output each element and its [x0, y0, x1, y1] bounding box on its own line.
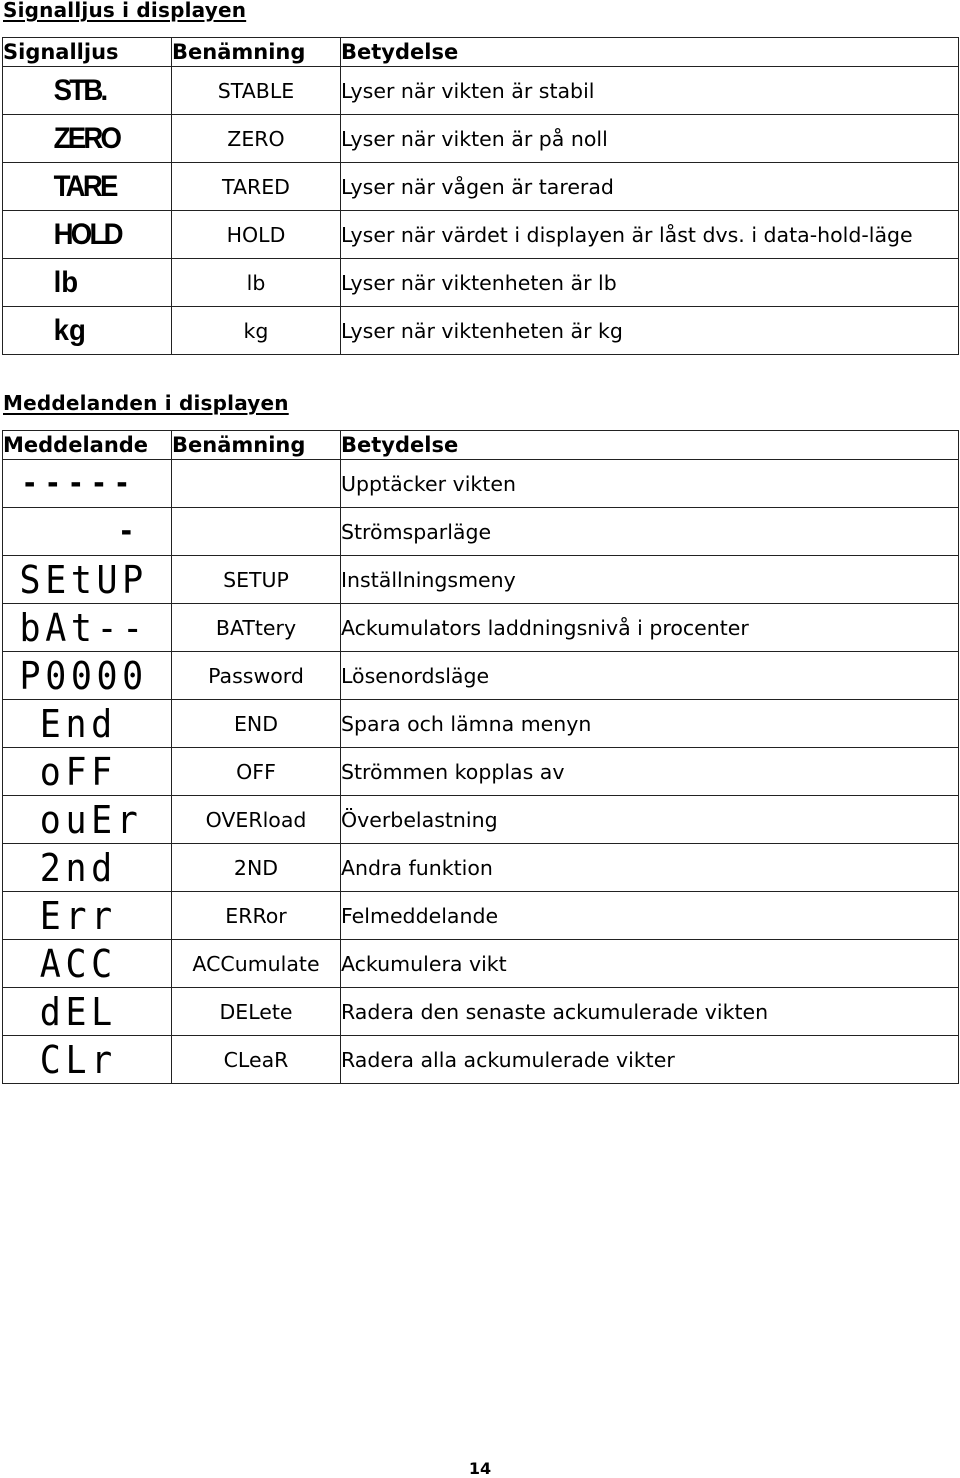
message-name [172, 508, 341, 556]
zero-signal-icon: ZERO [53, 121, 120, 155]
stable-signal-icon: STB. [53, 73, 106, 107]
table-header-row [3, 38, 959, 67]
display-cell [3, 556, 172, 604]
table-row [3, 460, 959, 508]
message-meaning: Radera alla ackumulerade vikter [341, 1036, 959, 1084]
display-messages-table [2, 430, 959, 1084]
battery-display-icon: bAt-- [19, 605, 148, 650]
table-row [3, 652, 959, 700]
table-row [3, 1036, 959, 1084]
message-meaning: Inställningsmeny [341, 556, 959, 604]
password-display-icon: P0000 [19, 653, 148, 698]
table-row [3, 163, 959, 211]
section-heading-signalljus: Signalljus i displayen [3, 0, 247, 22]
delete-display-icon: dEL [39, 989, 117, 1034]
signal-symbol-cell [3, 307, 172, 355]
error-display-icon: Err [39, 893, 117, 938]
display-cell [3, 748, 172, 796]
message-meaning: Lösenordsläge [341, 652, 959, 700]
signal-symbol-cell [3, 259, 172, 307]
table-header-row [3, 431, 959, 460]
table-row [3, 940, 959, 988]
column-header-benamning: Benämning [172, 431, 341, 460]
dashes-display-icon: ----- [21, 465, 137, 501]
display-cell [3, 844, 172, 892]
signal-lights-table [2, 37, 959, 355]
signal-name: kg [172, 307, 341, 355]
message-meaning: Strömmen kopplas av [341, 748, 959, 796]
single-dash-display-icon: - [118, 513, 140, 549]
message-name [172, 460, 341, 508]
overload-display-icon: ouEr [39, 797, 143, 842]
signal-name: HOLD [172, 211, 341, 259]
column-header-betydelse: Betydelse [341, 431, 959, 460]
display-cell [3, 892, 172, 940]
off-display-icon: oFF [39, 749, 117, 794]
display-cell [3, 508, 172, 556]
message-name: 2ND [172, 844, 341, 892]
table-row [3, 556, 959, 604]
message-meaning: Överbelastning [341, 796, 959, 844]
signal-meaning: Lyser när värdet i displayen är låst dvs. i data-hold-läge [341, 211, 959, 259]
signal-symbol-cell [3, 67, 172, 115]
display-cell [3, 796, 172, 844]
message-name: ACCumulate [172, 940, 341, 988]
setup-display-icon: SEtUP [19, 557, 148, 602]
table-row [3, 604, 959, 652]
message-name: Password [172, 652, 341, 700]
signal-name: TARED [172, 163, 341, 211]
table-row [3, 508, 959, 556]
column-header-benamning: Benämning [172, 38, 341, 67]
table-row [3, 67, 959, 115]
accumulate-display-icon: ACC [39, 941, 117, 986]
signal-meaning: Lyser när viktenheten är kg [341, 307, 959, 355]
table-row [3, 796, 959, 844]
signal-name: lb [172, 259, 341, 307]
signal-symbol-cell [3, 115, 172, 163]
second-function-display-icon: 2nd [39, 845, 117, 890]
column-header-betydelse: Betydelse [341, 38, 959, 67]
table-row [3, 748, 959, 796]
page-number: 14 [468, 1459, 492, 1478]
signal-name: STABLE [172, 67, 341, 115]
clear-display-icon: CLr [39, 1037, 117, 1082]
display-cell [3, 604, 172, 652]
message-name: SETUP [172, 556, 341, 604]
message-name: OVERload [172, 796, 341, 844]
kg-signal-icon: kg [53, 313, 86, 347]
signal-meaning: Lyser när viktenheten är lb [341, 259, 959, 307]
display-cell [3, 652, 172, 700]
column-header-meddelande: Meddelande [3, 431, 172, 460]
section-heading-meddelanden: Meddelanden i displayen [3, 391, 289, 415]
display-cell [3, 988, 172, 1036]
message-meaning: Radera den senaste ackumulerade vikten [341, 988, 959, 1036]
table-row [3, 307, 959, 355]
message-name: BATtery [172, 604, 341, 652]
display-cell [3, 1036, 172, 1084]
message-meaning: Strömsparläge [341, 508, 959, 556]
message-meaning: Ackumulera vikt [341, 940, 959, 988]
message-name: END [172, 700, 341, 748]
display-cell [3, 700, 172, 748]
table-row [3, 892, 959, 940]
table-row [3, 700, 959, 748]
message-meaning: Andra funktion [341, 844, 959, 892]
message-meaning: Upptäcker vikten [341, 460, 959, 508]
hold-signal-icon: HOLD [53, 217, 121, 251]
table-row [3, 259, 959, 307]
display-cell [3, 460, 172, 508]
tare-signal-icon: TARE [53, 169, 116, 203]
signal-meaning: Lyser när vikten är på noll [341, 115, 959, 163]
message-name: DELete [172, 988, 341, 1036]
column-header-signalljus: Signalljus [3, 38, 172, 67]
table-row [3, 115, 959, 163]
table-row [3, 988, 959, 1036]
signal-symbol-cell [3, 163, 172, 211]
message-meaning: Spara och lämna menyn [341, 700, 959, 748]
table-row [3, 211, 959, 259]
end-display-icon: End [39, 701, 117, 746]
display-cell [3, 940, 172, 988]
signal-symbol-cell [3, 211, 172, 259]
signal-meaning: Lyser när vikten är stabil [341, 67, 959, 115]
signal-meaning: Lyser när vågen är tarerad [341, 163, 959, 211]
message-meaning: Felmeddelande [341, 892, 959, 940]
message-meaning: Ackumulators laddningsnivå i procenter [341, 604, 959, 652]
lb-signal-icon: lb [53, 265, 79, 299]
message-name: OFF [172, 748, 341, 796]
message-name: CLeaR [172, 1036, 341, 1084]
message-name: ERRor [172, 892, 341, 940]
signal-name: ZERO [172, 115, 341, 163]
table-row [3, 844, 959, 892]
